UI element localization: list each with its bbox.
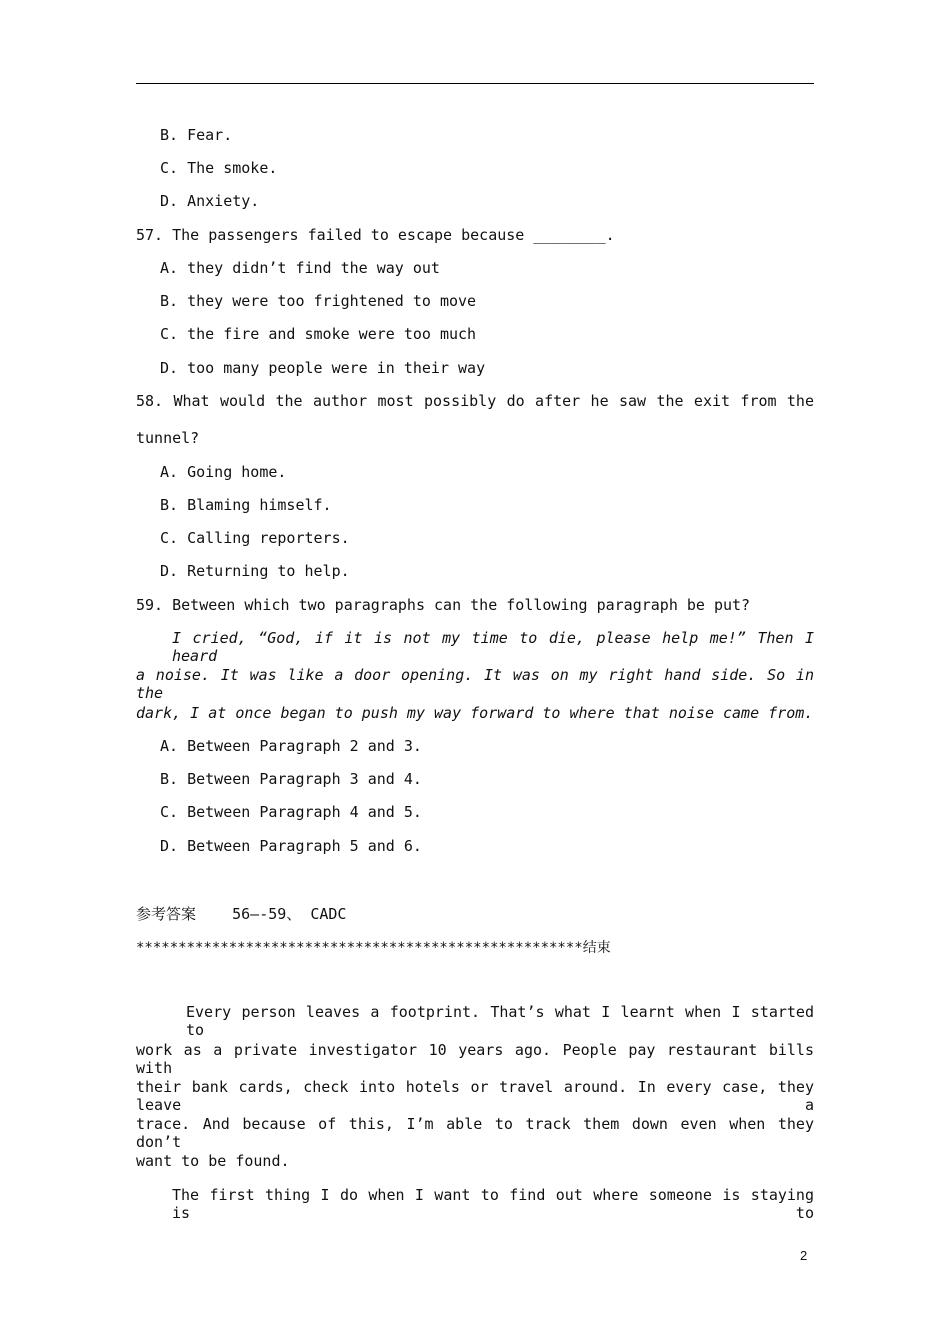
q57-stem: 57. The passengers failed to escape because ________. (136, 226, 615, 244)
q59-option-b: B. Between Paragraph 3 and 4. (160, 770, 422, 788)
passage-line4: trace. And because of this, I’m able to track them down even when they don’t (136, 1115, 814, 1151)
page-number: 2 (800, 1248, 808, 1263)
q57-option-a: A. they didn’t find the way out (160, 259, 440, 277)
passage-line3: their bank cards, check into hotels or travel around. In every case, they leave a (136, 1078, 814, 1114)
q58-stem-line1: 58. What would the author most possibly do after he saw the exit from the (136, 392, 814, 410)
q59-option-d: D. Between Paragraph 5 and 6. (160, 837, 422, 855)
q56-option-c: C. The smoke. (160, 159, 278, 177)
q59-stem: 59. Between which two paragraphs can the following paragraph be put? (136, 596, 751, 614)
passage-line2: work as a private investigator 10 years ago. People pay restaurant bills with (136, 1041, 814, 1077)
q58-option-d: D. Returning to help. (160, 562, 350, 580)
answer-key: 参考答案 56—-59、 CADC (136, 905, 347, 923)
q58-option-c: C. Calling reporters. (160, 529, 350, 547)
q59-option-a: A. Between Paragraph 2 and 3. (160, 737, 422, 755)
q59-passage-line1: I cried, “God, if it is not my time to die, please help me!” Then I heard (172, 629, 814, 665)
end-marker: *****************************************************结束 (136, 940, 611, 956)
q56-option-d: D. Anxiety. (160, 192, 260, 210)
passage-line5: want to be found. (136, 1152, 290, 1170)
q58-option-b: B. Blaming himself. (160, 496, 332, 514)
passage-line1: Every person leaves a footprint. That’s what I learnt when I started to (186, 1003, 814, 1039)
q59-passage-line2: a noise. It was like a door opening. It was on my right hand side. So in the (136, 666, 814, 702)
q58-option-a: A. Going home. (160, 463, 287, 481)
header-rule (136, 83, 814, 84)
q56-option-b: B. Fear. (160, 126, 233, 144)
q58-stem-line2: tunnel? (136, 429, 200, 447)
q57-option-b: B. they were too frightened to move (160, 292, 477, 310)
q59-option-c: C. Between Paragraph 4 and 5. (160, 803, 422, 821)
q57-option-c: C. the fire and smoke were too much (160, 325, 477, 343)
q57-option-d: D. too many people were in their way (160, 359, 486, 377)
passage-para2-line1: The first thing I do when I want to find out where someone is staying is to (172, 1186, 814, 1222)
q59-passage-line3: dark, I at once began to push my way forward to where that noise came from. (136, 704, 814, 722)
